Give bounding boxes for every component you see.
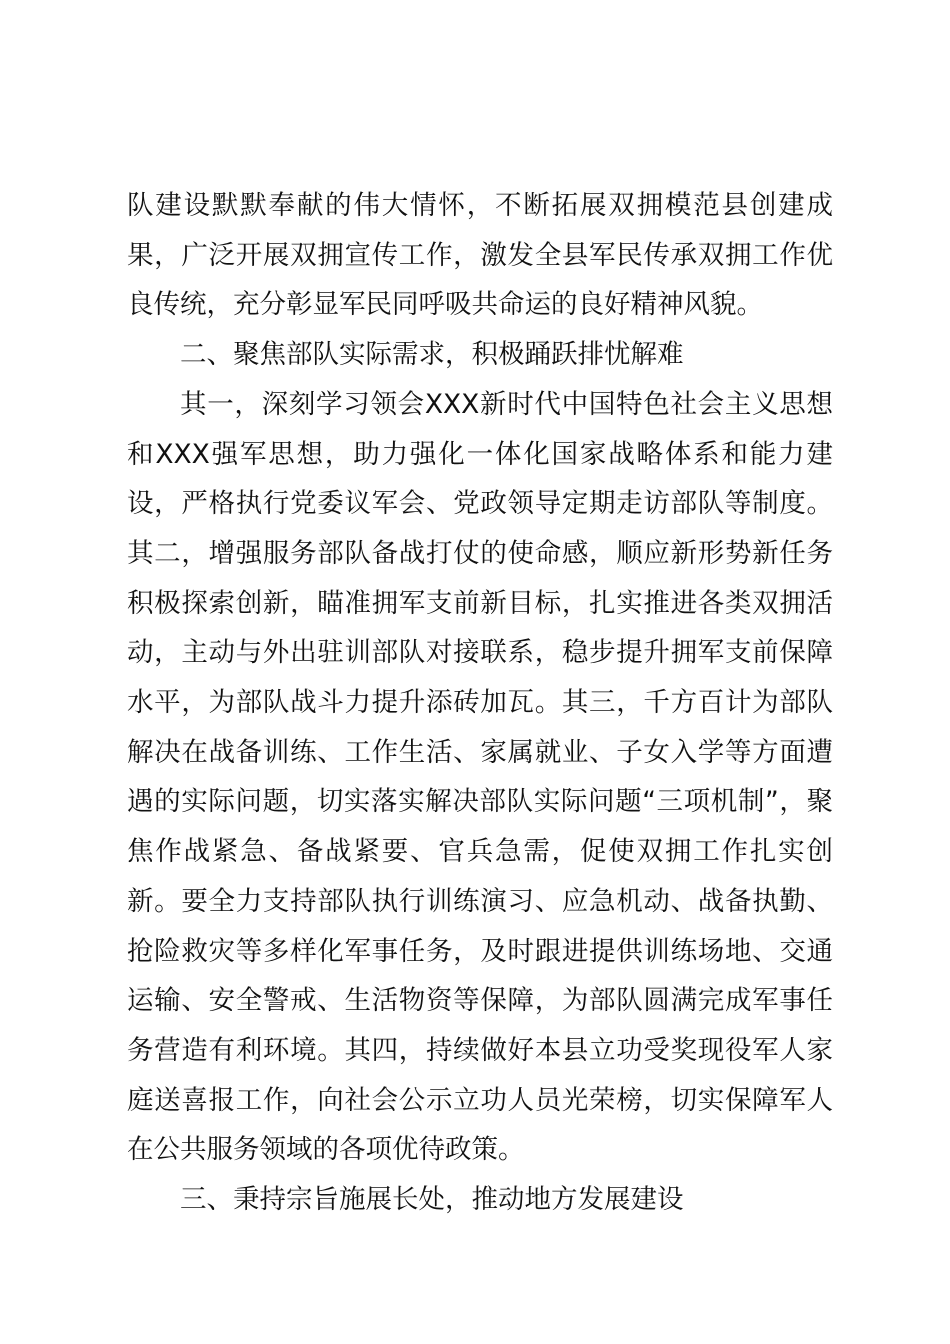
paragraph-continuation: 队建设默默奉献的伟大情怀，不断拓展双拥模范县创建成果，广泛开展双拥宣传工作，激发全县军民传承双拥工作优良传统，充分彰显军民同呼吸共命运的良好精神风貌。 <box>127 190 833 321</box>
section-heading-2: 二、聚焦部队实际需求，积极踊跃排忧解难 <box>180 339 684 371</box>
document-body <box>127 181 833 1225</box>
paragraph-section-2-body: 其一，深刻学习领会XXX新时代中国特色社会主义思想和XXX强军思想，助力强化一体化国家战略体系和能力建设，严格执行党委议军会、党政领导定期走访部队等制度。其二，增强服务部队备战打仗的使命感，顺应新形势新任务积极探索创新，瞄准拥军支前新目标，扎实推进各类双拥活动，主动与外出驻训部队对接联系，稳步提升拥军支前保障水平，为部队战斗力提升添砖加瓦。其三，千方百计为部队解决在战备训练、工作生活、家属就业、子女入学等方面遭遇的实际问题，切实落实解决部队实际问题“三项机制”，聚焦作战紧急、备战紧要、官兵急需，促使双拥工作扎实创新。要全力支持部队执行训练演习、应急机动、战备执勤、抢险救灾等多样化军事任务，及时跟进提供训练场地、交通运输、安全警戒、生活物资等保障，为部队圆满完成军事任务营造有利环境。其四，持续做好本县立功受奖现役军人家庭送喜报工作，向社会公示立功人员光荣榜，切实保障军人在公共服务领域的各项优待政策。 <box>127 388 833 1166</box>
section-heading-3: 三、秉持宗旨施展长处，推动地方发展建设 <box>180 1184 684 1216</box>
